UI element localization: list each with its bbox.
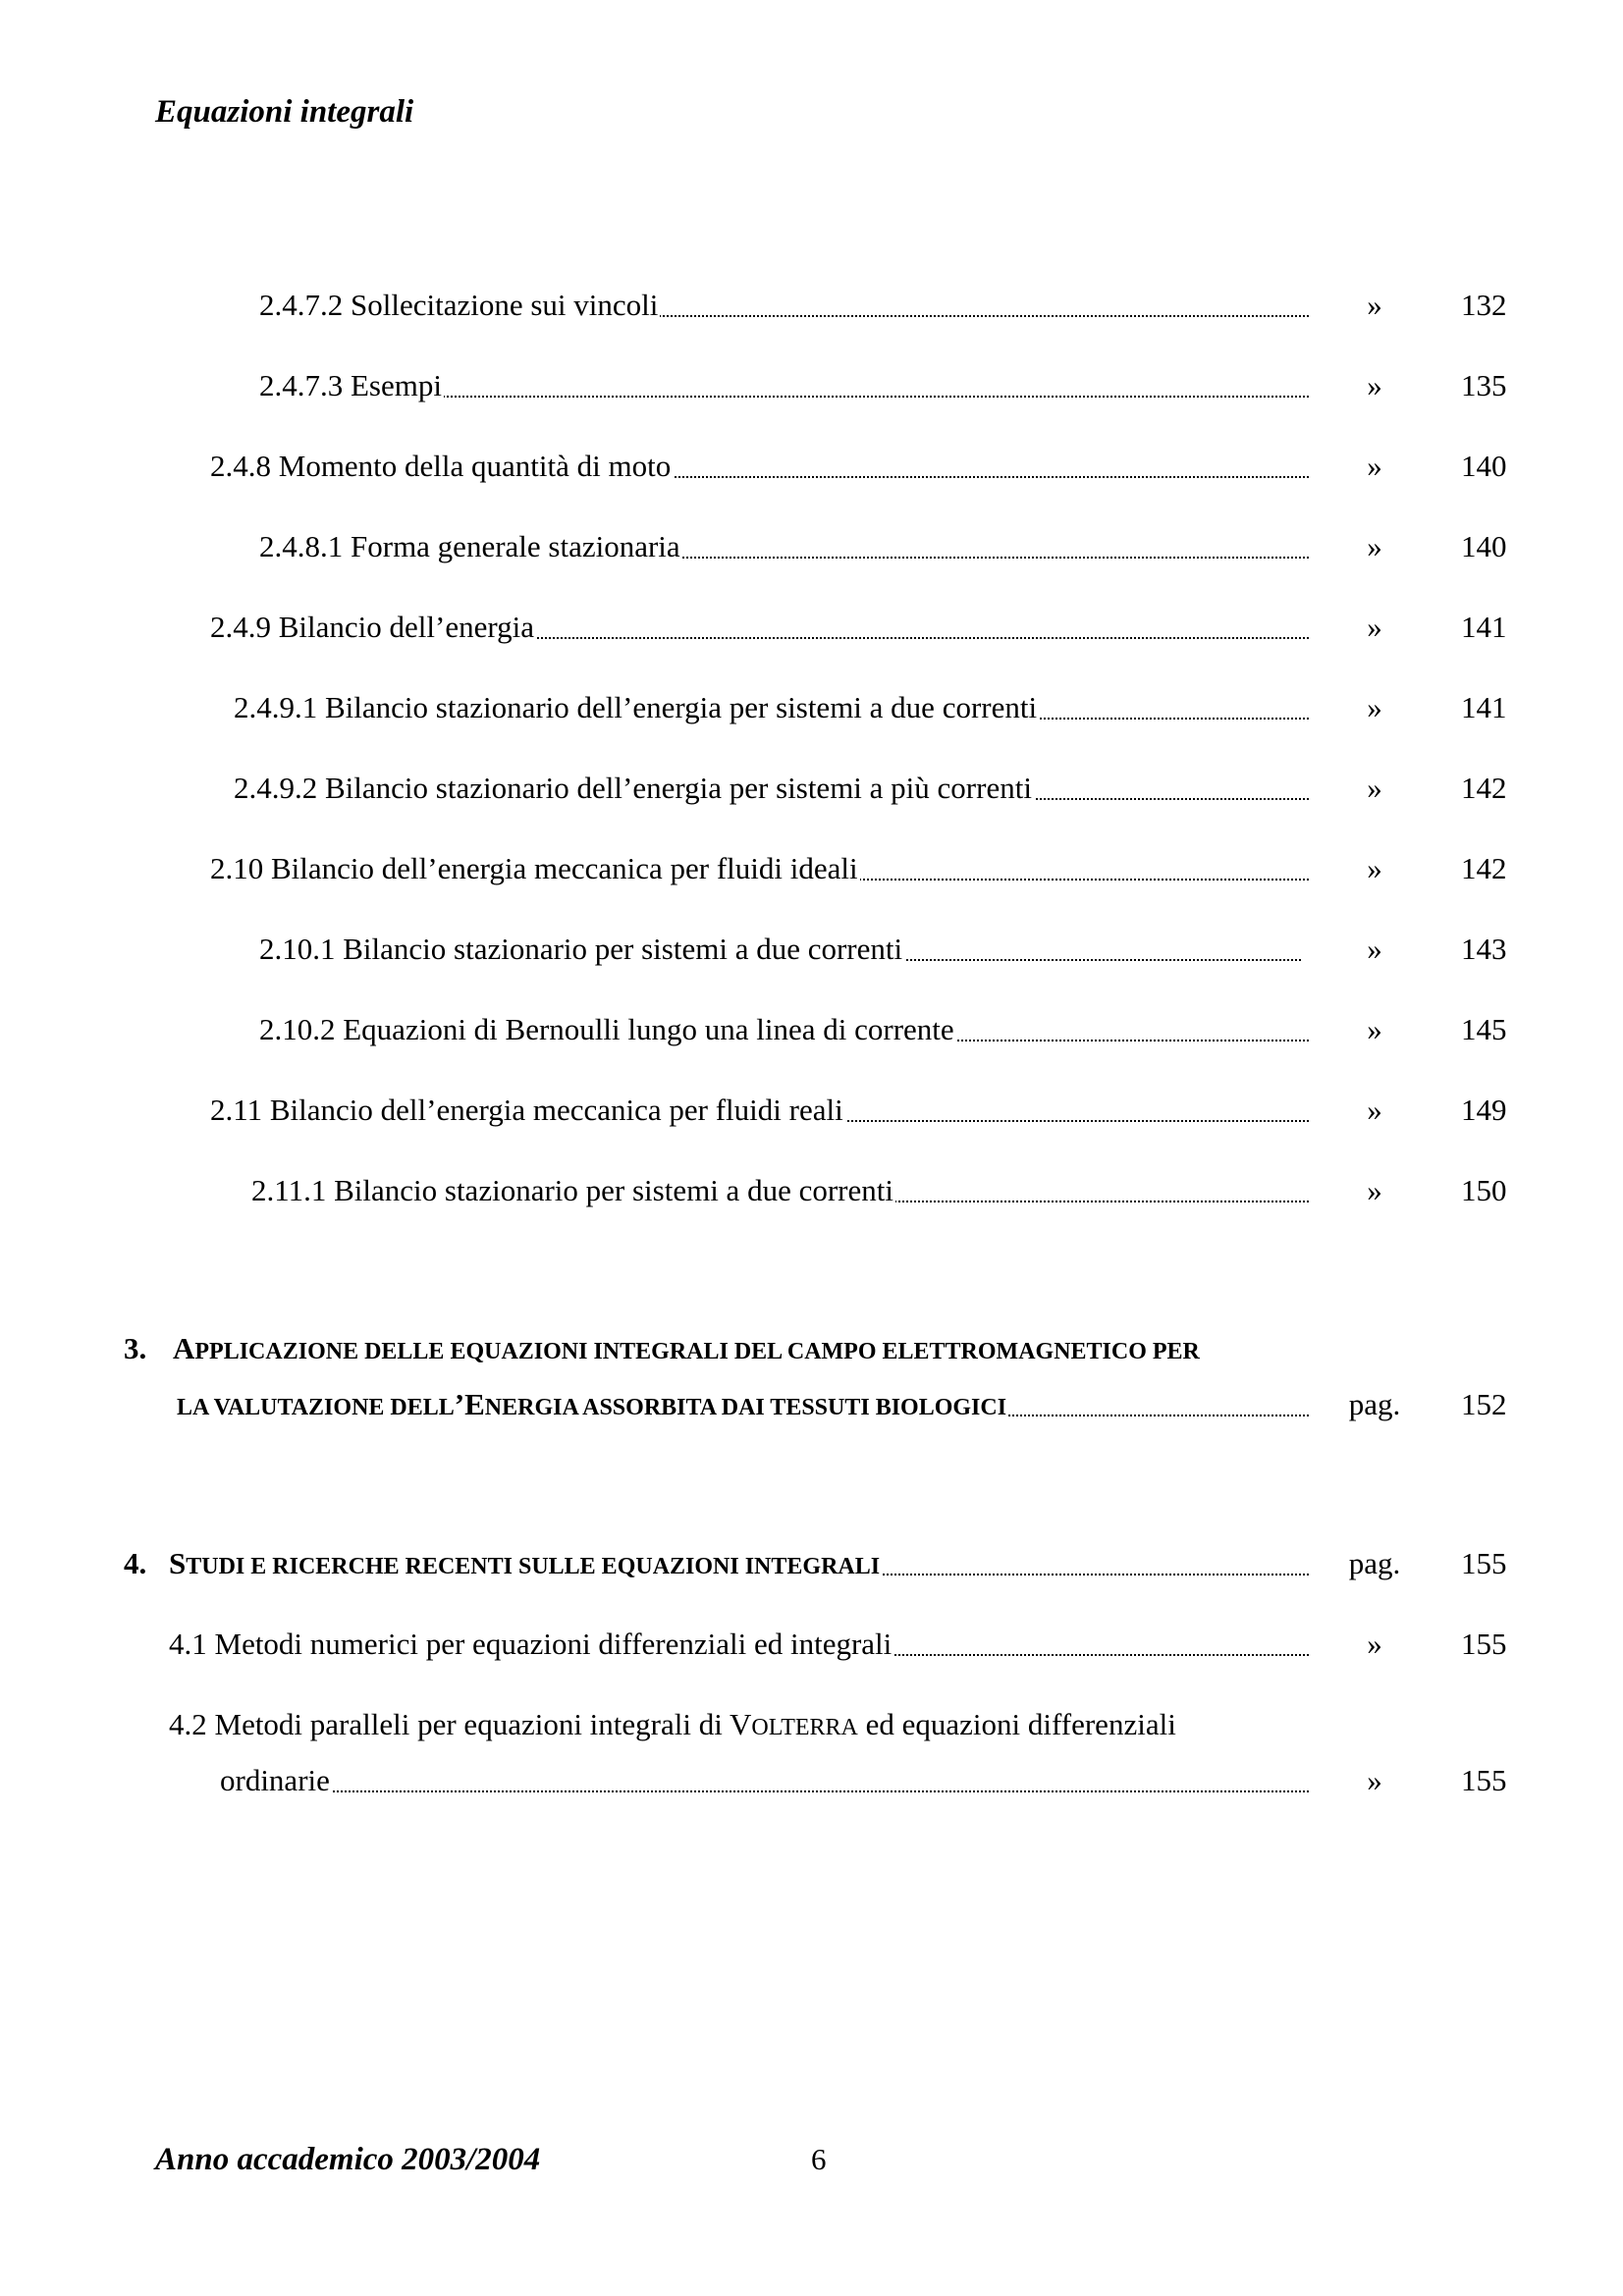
section-4-1-entry[interactable]: 4.1 Metodi numerici per equazioni differenziali ed integrali » 155 [0, 1623, 1623, 1666]
toc-entry-label: 2.10.1 Bilancio stazionario per sistemi a due correnti [259, 932, 903, 966]
section-4-2-page: 155 [1461, 1763, 1507, 1797]
toc-entry[interactable]: 2.11 Bilancio dell’energia meccanica per fluidi reali » 149 [0, 1089, 1623, 1132]
toc-entry-page: 140 [1461, 449, 1507, 483]
toc-entry[interactable]: 2.4.9.2 Bilancio stazionario dell’energia per sistemi a più correnti » 142 [0, 767, 1623, 810]
toc-entry-label: 2.4.8 Momento della quantità di moto [210, 449, 672, 483]
toc-entry-label: 2.4.7.2 Sollecitazione sui vincoli [259, 288, 659, 322]
toc-entry[interactable]: 2.10 Bilancio dell’energia meccanica per fluidi ideali » 142 [0, 847, 1623, 890]
toc-entry-label: 2.4.9.1 Bilancio stazionario dell’energia per sistemi a due correnti [234, 690, 1038, 724]
toc-entry-label: 2.4.9 Bilancio dell’energia [210, 610, 534, 644]
section-4-2-label-line-1: 4.2 Metodi paralleli per equazioni integrali di VOLTERRA ed equazioni differenziali [169, 1707, 1176, 1741]
toc-entry-label: 2.11.1 Bilancio stazionario per sistemi a due correnti [251, 1173, 893, 1207]
toc-entry[interactable]: 2.4.9.1 Bilancio stazionario dell’energia per sistemi a due correnti » 141 [0, 686, 1623, 729]
toc-entry[interactable]: 2.4.7.2 Sollecitazione sui vincoli » 132 [0, 284, 1623, 327]
running-header: Equazioni integrali [155, 94, 414, 130]
toc-entry-label: 2.10.2 Equazioni di Bernoulli lungo una linea di corrente [259, 1012, 954, 1046]
toc-entry[interactable]: 2.4.7.3 Esempi » 135 [0, 364, 1623, 407]
section-4-1-label: 4.1 Metodi numerici per equazioni differenziali ed integrali [169, 1627, 893, 1661]
toc-entry-page: 142 [1461, 851, 1507, 885]
toc-entry-page: 140 [1461, 529, 1507, 563]
chapter-3-number: 3. [124, 1331, 147, 1365]
footer-academic-year: Anno accademico 2003/2004 [155, 2142, 541, 2177]
toc-entry-page: 150 [1461, 1173, 1507, 1207]
toc-entry-page: 143 [1461, 932, 1507, 966]
toc-entry[interactable]: 2.11.1 Bilancio stazionario per sistemi a due correnti » 150 [0, 1169, 1623, 1212]
chapter-4-page: 155 [1461, 1546, 1507, 1580]
section-4-2-label-line-2: ordinarie [220, 1763, 330, 1797]
toc-entry[interactable]: 2.10.1 Bilancio stazionario per sistemi a due correnti » 143 [0, 928, 1623, 971]
toc-entry[interactable]: 2.4.8.1 Forma generale stazionaria » 140 [0, 525, 1623, 568]
toc-entry-label: 2.11 Bilancio dell’energia meccanica per fluidi reali [210, 1093, 843, 1127]
toc-entry-label: 2.10 Bilancio dell’energia meccanica per fluidi ideali [210, 851, 858, 885]
toc-entry-page: 142 [1461, 771, 1507, 805]
section-4-2-entry[interactable]: ordinarie » 155 [0, 1759, 1623, 1802]
chapter-3-entry[interactable]: LA VALUTAZIONE DELL’ENERGIA ASSORBITA DAI TESSUTI BIOLOGICI pag. 152 [0, 1383, 1623, 1426]
toc-entry-page: 135 [1461, 368, 1507, 402]
toc-entry-page: 141 [1461, 610, 1507, 644]
chapter-3-title-text: APPLICAZIONE DELLE EQUAZIONI INTEGRALI DEL CAMPO ELETTROMAGNETICO PER [173, 1331, 1200, 1365]
toc-entry-page: 149 [1461, 1093, 1507, 1127]
chapter-4-title: STUDI E RICERCHE RECENTI SULLE EQUAZIONI INTEGRALI [169, 1546, 881, 1580]
toc-leader [220, 1759, 1309, 1802]
footer-page-number: 6 [811, 2142, 827, 2176]
toc-entry-label: 2.4.9.2 Bilancio stazionario dell’energia per sistemi a più correnti [234, 771, 1032, 805]
toc-entry-page: 132 [1461, 288, 1507, 322]
section-4-2-line-1[interactable] [0, 1703, 1623, 1746]
chapter-3-page: 152 [1461, 1387, 1507, 1421]
chapter-3-title-line-1[interactable] [0, 1327, 1623, 1370]
toc-entry[interactable]: 2.4.8 Momento della quantità di moto » 140 [0, 445, 1623, 488]
chapter-4-entry[interactable]: 4. STUDI E RICERCHE RECENTI SULLE EQUAZIONI INTEGRALI pag. 155 [0, 1542, 1623, 1585]
toc-entry-page: 141 [1461, 690, 1507, 724]
chapter-4-number: 4. [124, 1546, 147, 1580]
toc-entry[interactable]: 2.4.9 Bilancio dell’energia » 141 [0, 606, 1623, 649]
chapter-3-title-line-2: LA VALUTAZIONE DELL’ENERGIA ASSORBITA DAI TESSUTI BIOLOGICI [177, 1387, 1007, 1421]
toc-entry-label: 2.4.7.3 Esempi [259, 368, 442, 402]
toc-entry[interactable]: 2.10.2 Equazioni di Bernoulli lungo una linea di corrente » 145 [0, 1008, 1623, 1051]
toc-entry-page: 145 [1461, 1012, 1507, 1046]
toc-entry-label: 2.4.8.1 Forma generale stazionaria [259, 529, 680, 563]
section-4-1-page: 155 [1461, 1627, 1507, 1661]
